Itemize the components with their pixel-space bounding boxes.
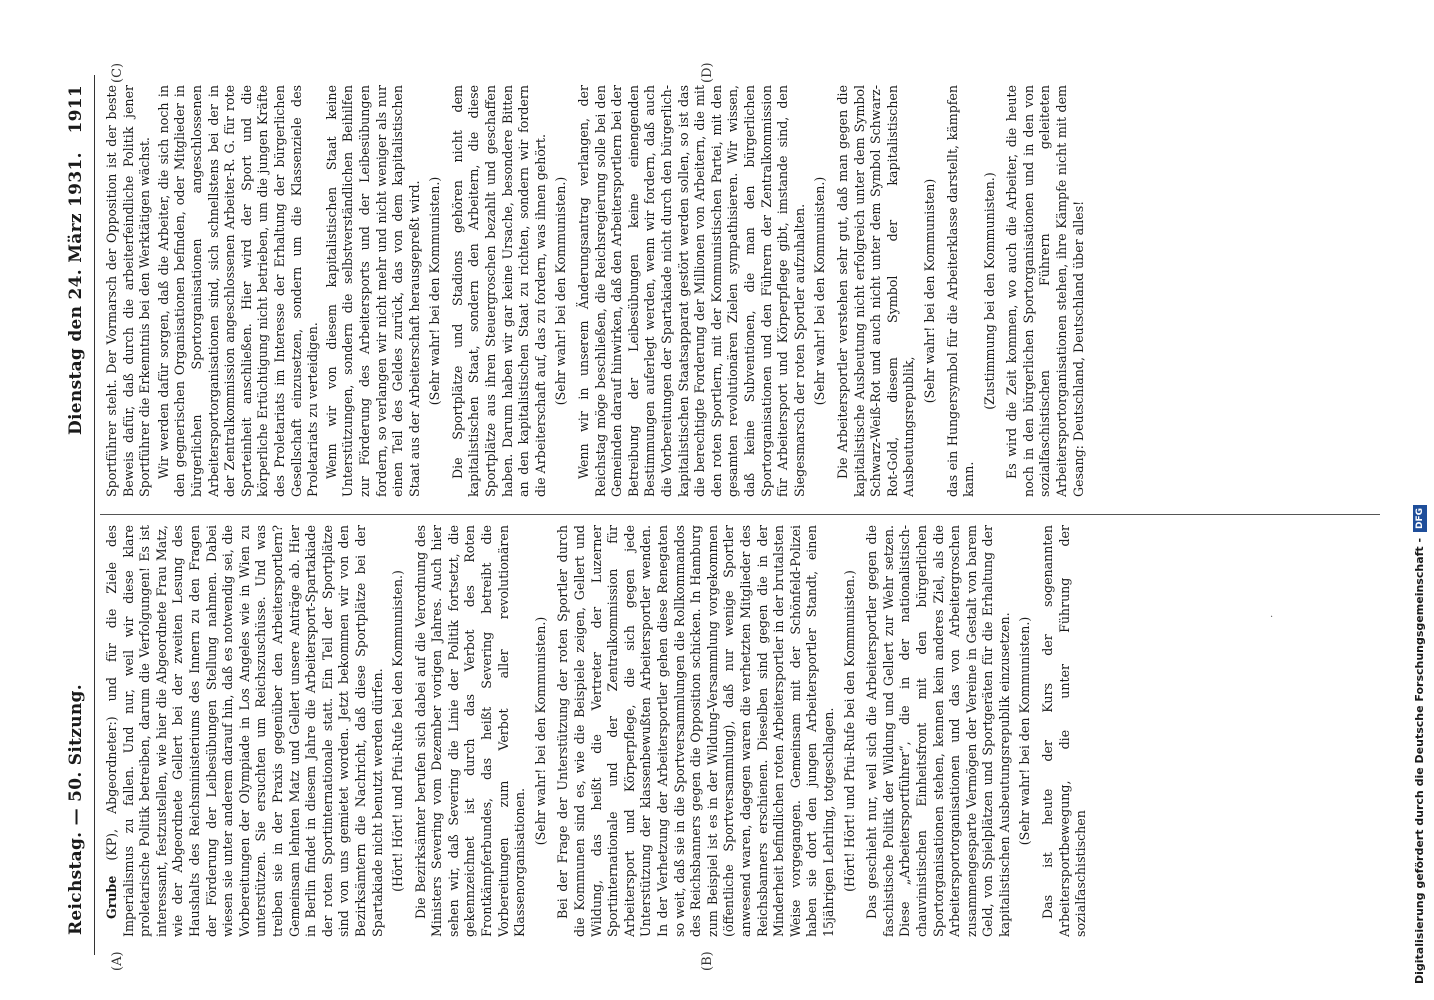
paragraph-text: (Hört! Hört! und Pfui-Rufe bei den Kommunisten.) [841, 570, 857, 892]
margin-letter-d: (D) [700, 62, 715, 83]
paragraph [104, 85, 154, 497]
paragraph-text: (Sehr wahr! bei den Kommunisten.) [1017, 616, 1033, 846]
header-date: Dienstag den 24. März 1931. [66, 152, 86, 435]
paragraph [104, 525, 386, 937]
header-rule [94, 75, 95, 955]
interjection [427, 85, 444, 497]
paragraph [945, 85, 978, 497]
paragraph-text: (Sehr wahr! bei den Kommunisten.) [812, 176, 828, 406]
interjection [922, 85, 939, 497]
paragraph [555, 525, 837, 937]
dfg-logo-icon: DFG [1413, 505, 1427, 532]
interjection [982, 85, 999, 497]
paragraph [1040, 525, 1090, 937]
paragraph [324, 85, 424, 497]
interjection [553, 85, 570, 497]
paragraph-text: Sportführer steht. Der Vormarsch der Opposition ist der beste Beweis dafür, daß durch die arbeiterfeindliche Politik jener Sportführer die Erkenntnis bei den Werktätigen wächst. [104, 85, 153, 497]
paragraph-text: Wir werden dafür sorgen, daß die Arbeiter, die sich noch in den gegnerischen Organisationen befinden, oder Mitglieder in bürgerlichen Sportorganisationen angeschlossenen Arbeitersportorganisationen sind, sich schnellstens bei der in der Zentralkommission angeschlossenen Arbeiter-R. G. für rote Sporteinheit anschließen. Hier wird der Sport und die körperliche Ertüchtigung nicht betrieben, um die jungen Kräfte des Proletariats im Interesse der Erhaltung der bürgerlichen Gesellschaft einzusetzen, sondern um die Klassenziele des Proletariats zu verteidigen. [155, 85, 321, 497]
paragraph-text: (Sehr wahr! bei den Kommunisten.) [427, 176, 443, 406]
column-divider [100, 514, 1380, 515]
paragraph-text: (Hört! Hört! und Pfui-Rufe bei den Kommunisten.) [390, 570, 406, 892]
paragraph [156, 85, 322, 497]
margin-letter-b: (B) [700, 951, 715, 971]
paragraph-text: das ein Hungersymbol für die Arbeiterklasse darstellt, kämpfen kann. [944, 85, 977, 497]
paragraph-text: Die Bezirksämter berufen sich dabei auf die Verordnung des Ministers Severing vom Dezember vorigen Jahres. Auch hier sehen wir, daß Severing die Linie der Politik fortsetzt, die gekennzeichnet ist durch das Verbot des Roten Frontkämpferbundes, das heißt Severing betreibt die Vorbereitungen zum Verbot aller revolutionären Klassenorganisationen. [412, 525, 528, 937]
interjection [1017, 525, 1034, 937]
interjection [533, 525, 550, 937]
paragraph-text: Es wird die Zeit kommen, wo auch die Arbeiter, die heute noch in den bürgerlichen Sportorganisationen und in den von sozialfaschistischen Führern geleiteten Arbeitersportorganisationen stehen, ihre Kämpfe nicht mit dem Gesang: Deutschland, Deutschland über alles! [1004, 85, 1086, 497]
interjection [812, 85, 829, 497]
paragraph-text: (Sehr wahr! bei den Kommunisten.) [532, 616, 548, 846]
right-text-column [104, 85, 1384, 497]
paragraph-text: (Sehr wahr! bei den Kommunisten) [921, 178, 937, 404]
paragraph [835, 85, 918, 497]
paragraph [576, 85, 808, 497]
rotated-document-page [60, 62, 1390, 971]
speaker-name: Grube [104, 875, 119, 919]
margin-letter-a: (A) [110, 951, 125, 971]
interjection [842, 525, 859, 937]
paragraph-text: Die Arbeitersportler verstehen sehr gut, daß man gegen die kapitalistische Ausbeutung nicht erfolgreich unter dem Symbol Schwarz-Weiß-Rot und auch nicht unter dem Symbol Schwarz-Rot-Gold, diesem Symbol der kapitalistischen Ausbeutungsrepublik, [834, 85, 917, 497]
paragraph-text: Die Sportplätze und Stadions gehören nicht dem kapitalistischen Staat, sondern den Arbeitern, die diese Sportplätze aus ihren Steuergroschen bezahlt und geschaffen haben. Darum haben wir gar keine Ursache, besondere Bitten an den kapitalistischen Staat zu richten, sondern wir fordern die Arbeiterschaft auf, das zu fordern, was ihnen gehört. [449, 85, 548, 497]
paragraph [413, 525, 529, 937]
paragraph-text: (Sehr wahr! bei den Kommunisten.) [553, 176, 569, 406]
paragraph-text: (KP), Abgeordneter:) und für die Ziele des Imperialismus zu fallen. Und nur, weil wir diese klare proletarische Politik betreiben, darum die Verfolgungen! Es ist interessant, festzustellen, wie hier die Abgeordnete Frau Matz, wie der Abgeordnete Gellert bei der zweiten Lesung des Haushalts des Reichsministeriums des Innern zu den Fragen der Förderung der Leibesübungen Stellung nahmen. Dabei wiesen sie unter anderem darauf hin, daß es notwendig sei, die Vorbereitungen der Olympiade in Los Angeles wie in Wien zu unterstützen. Sie ersuchten um Reichszuschüsse. Und was treiben sie in der Praxis gegenüber den Arbeitersportlern? Gemeinsam lehnten Matz und Gellert unsere Anträge ab. Hier in Berlin findet in diesem Jahre die Arbeitersport-Spartakiade der roten Sportinternationale statt. Ein Teil der Sportplätze sind von uns gemietet worden. Jetzt bekommen wir von den Bezirksämtern die Nachricht, daß diese Sportplätze bei der Spartakiade nicht benutzt werden dürfen. [104, 525, 385, 937]
paragraph-text: (Zustimmung bei den Kommunisten.) [981, 172, 997, 410]
paragraph-text: Wenn wir in unserem Änderungsantrag verlangen, der Reichstag möge beschließen, die Reichsregierung solle bei den Gemeinden darauf hinwirken, daß den Arbeitersportlern bei der Betreibung der Leibesübungen keine einengenden Bestimmungen auferlegt werden, wenn wir fordern, daß auch die Vorbereitungen der Spartakiade nicht durch den bürgerlich-kapitalistischen Staatsapparat gestört werden sollen, so ist das die berechtigte Forderung der Millionen von Arbeitern, die mit den roten Sportlern, mit der Kommunistischen Partei, mit den gesamten revolutionären Zielen sympathisieren. Wir wissen, daß keine Subventionen, die man den bürgerlichen Sportorganisationen und den Führern der Zentralkommission für Arbeitersport und Körperpflege gibt, imstande sind, den Siegesmarsch der roten Sportler aufzuhalten. [576, 85, 807, 497]
margin-letter-c: (C) [110, 62, 125, 83]
paragraph-text: Wenn wir von diesem kapitalistischen Staat keine Unterstützungen, sondern die selbstverständlichen Beihilfen zur Förderung des Arbeitersports und der Leibesübungen fordern, so verlangen wir nicht mehr und nicht weniger als nur einen Teil des Geldes zurück, das von dem kapitalistischen Staat aus der Arbeiterschaft herausgepreßt wird. [323, 85, 422, 497]
pencil-mark: · [1270, 612, 1274, 623]
left-text-column [104, 525, 1384, 937]
digitization-credit [1410, 8, 1430, 992]
paragraph [450, 85, 550, 497]
header-session: Reichstag. — 50. Sitzung. [66, 684, 86, 935]
paragraph-text: Das geschieht nur, weil sich die Arbeitersportler gegen die faschistische Politik der Wildung und Gellert zur Wehr setzen. Diese „Arbeitersportführer“, die in der nationalistisch-chauvinistischen Einheitsfront mit den bürgerlichen Sportorganisationen stehen, kennen kein anderes Ziel, als die Arbeitersportorganisationen und das von Arbeitergroschen zusammengesparte Vermögen der Vereine in Gestalt von barem Geld, von Spielplätzen und Sportgeräten für die Erhaltung der kapitalistischen Ausbeutungsrepublik einzusetzen. [864, 525, 1012, 937]
page-number: 1911 [66, 85, 86, 134]
running-head [60, 75, 94, 955]
paragraph [864, 525, 1013, 937]
interjection [390, 525, 407, 937]
paragraph-text: Das ist heute der Kurs der sogenannten Arbeitersportbewegung, die unter Führung der sozialfaschistischen [1040, 525, 1089, 937]
paragraph-text: Bei der Frage der Unterstützung der roten Sportler durch die Kommunen sind es, wie die Beispiele zeigen, Gellert und Wildung, das heißt die Vertreter der Luzerner Sportinternationale und der Zentralkommission für Arbeitersport und Körperpflege, die sich gegen jede Unterstützung der klassenbewußten Arbeitersportler wenden. In der Verhetzung der Arbeitersportler gehen diese Renegaten so weit, daß sie in die Sportversammlungen die Rollkommandos des Reichsbanners gegen die Opposition schicken. In Hamburg zum Beispiel ist es in der Wildung-Versammlung vorgekommen (öffentliche Sportversammlung), daß nur wenige Sportler anwesend waren, dagegen waren die verhetzten Mitglieder des Reichsbanners erschienen. Dieselben sind gegen die in der Minderheit befindlichen roten Arbeitersportler in der brutalsten Weise vorgegangen. Gemeinsam mit der Schönfeld-Polizei haben sie dort den jungen Arbeitersportler Standt, einen 15jährigen Lehrling, totgeschlagen. [555, 525, 836, 937]
paragraph [1004, 85, 1087, 497]
credit-text: Digitalisierung gefördert durch die Deutsche Forschungsgemeinschaft - [1413, 537, 1426, 984]
